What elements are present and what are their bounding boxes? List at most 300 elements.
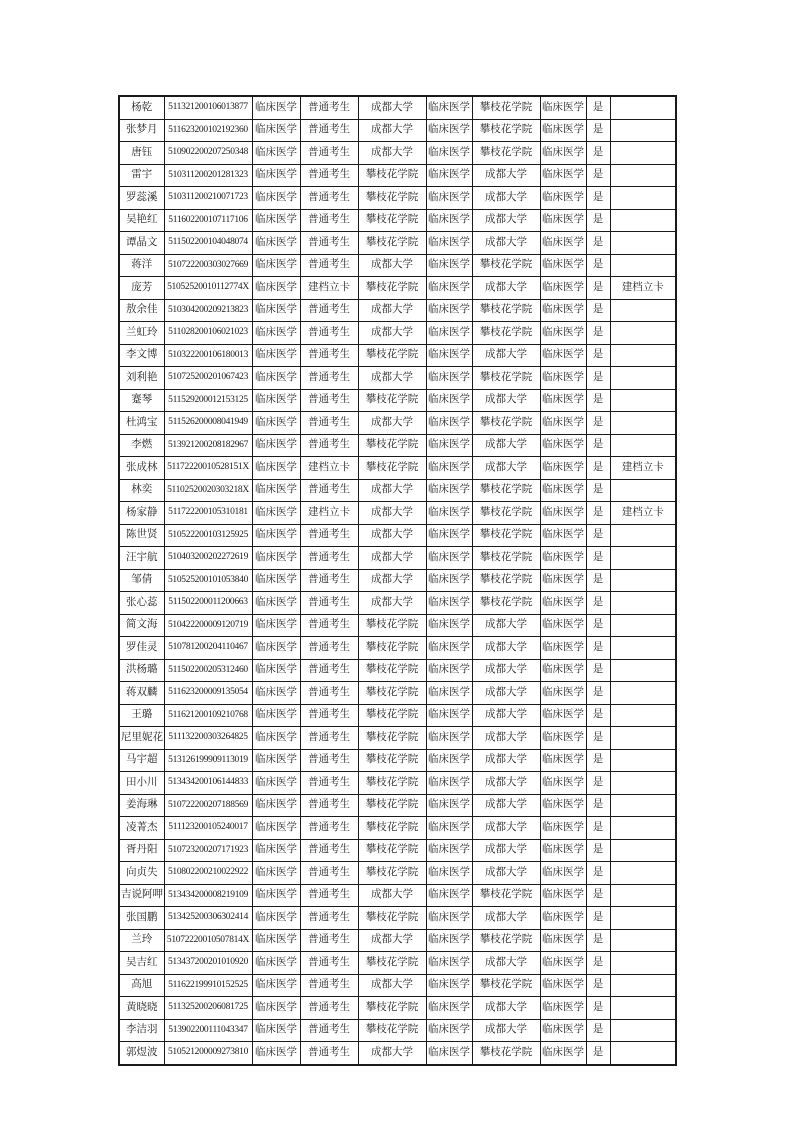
id-number-cell: 510403200202272619 (164, 547, 252, 570)
university-2-cell: 攀枝花学院 (472, 96, 540, 119)
note-cell (610, 997, 676, 1020)
name-cell: 汪宇航 (119, 547, 164, 570)
candidate-type-cell: 普通考生 (300, 434, 358, 457)
confirm-cell: 是 (586, 907, 610, 930)
university-2-cell: 攀枝花学院 (472, 142, 540, 165)
candidate-type-cell: 普通考生 (300, 704, 358, 727)
major-1-cell: 临床医学 (426, 997, 472, 1020)
note-cell (610, 637, 676, 660)
university-2-cell: 攀枝花学院 (472, 299, 540, 322)
note-cell (610, 682, 676, 705)
major-1-cell: 临床医学 (426, 389, 472, 412)
candidate-type-cell: 普通考生 (300, 367, 358, 390)
note-cell: 建档立卡 (610, 457, 676, 480)
name-cell: 王璐 (119, 704, 164, 727)
candidate-type-cell: 普通考生 (300, 817, 358, 840)
university-1-cell: 攀枝花学院 (358, 997, 426, 1020)
id-number-cell: 51072220010507814X (164, 929, 252, 952)
major-cell: 临床医学 (252, 524, 300, 547)
university-1-cell: 攀枝花学院 (358, 187, 426, 210)
id-number-cell: 513902200111043347 (164, 1019, 252, 1042)
confirm-cell: 是 (586, 524, 610, 547)
candidate-type-cell: 建档立卡 (300, 277, 358, 300)
confirm-cell: 是 (586, 209, 610, 232)
university-1-cell: 攀枝花学院 (358, 637, 426, 660)
major-cell: 临床医学 (252, 96, 300, 119)
university-1-cell: 攀枝花学院 (358, 839, 426, 862)
candidate-type-cell: 普通考生 (300, 524, 358, 547)
id-number-cell: 511622199910152525 (164, 974, 252, 997)
id-number-cell: 513434200106144833 (164, 772, 252, 795)
major-cell: 临床医学 (252, 884, 300, 907)
note-cell (610, 254, 676, 277)
major-2-cell: 临床医学 (540, 434, 586, 457)
table-row (119, 637, 676, 660)
name-cell: 李文博 (119, 344, 164, 367)
major-cell: 临床医学 (252, 659, 300, 682)
major-1-cell: 临床医学 (426, 1042, 472, 1065)
id-number-cell: 511722200105310181 (164, 502, 252, 525)
candidate-type-cell: 普通考生 (300, 344, 358, 367)
name-cell: 敖余佳 (119, 299, 164, 322)
name-cell: 简文海 (119, 614, 164, 637)
candidate-type-cell: 普通考生 (300, 884, 358, 907)
university-2-cell: 成都大学 (472, 839, 540, 862)
major-2-cell: 临床医学 (540, 412, 586, 435)
university-1-cell: 成都大学 (358, 884, 426, 907)
major-2-cell: 临床医学 (540, 547, 586, 570)
university-2-cell: 成都大学 (472, 907, 540, 930)
major-1-cell: 临床医学 (426, 839, 472, 862)
university-2-cell: 成都大学 (472, 952, 540, 975)
university-2-cell: 成都大学 (472, 1019, 540, 1042)
university-1-cell: 成都大学 (358, 412, 426, 435)
note-cell (610, 434, 676, 457)
table-row (119, 952, 676, 975)
major-2-cell: 临床医学 (540, 389, 586, 412)
university-1-cell: 成都大学 (358, 569, 426, 592)
university-2-cell: 攀枝花学院 (472, 547, 540, 570)
university-1-cell: 攀枝花学院 (358, 614, 426, 637)
university-2-cell: 成都大学 (472, 682, 540, 705)
table-row (119, 884, 676, 907)
name-cell: 陈世贤 (119, 524, 164, 547)
note-cell (610, 547, 676, 570)
major-1-cell: 临床医学 (426, 929, 472, 952)
major-cell: 临床医学 (252, 749, 300, 772)
major-cell: 临床医学 (252, 929, 300, 952)
university-1-cell: 成都大学 (358, 547, 426, 570)
name-cell: 高旭 (119, 974, 164, 997)
confirm-cell: 是 (586, 389, 610, 412)
table-row (119, 524, 676, 547)
major-2-cell: 临床医学 (540, 749, 586, 772)
confirm-cell: 是 (586, 749, 610, 772)
candidate-type-cell: 普通考生 (300, 187, 358, 210)
id-number-cell: 511028200106021023 (164, 322, 252, 345)
major-cell: 临床医学 (252, 569, 300, 592)
name-cell: 姜海琳 (119, 794, 164, 817)
candidate-type-cell: 普通考生 (300, 952, 358, 975)
id-number-cell: 513921200208182967 (164, 434, 252, 457)
university-2-cell: 成都大学 (472, 164, 540, 187)
confirm-cell: 是 (586, 817, 610, 840)
candidate-type-cell: 普通考生 (300, 907, 358, 930)
university-1-cell: 攀枝花学院 (358, 772, 426, 795)
candidate-type-cell: 普通考生 (300, 749, 358, 772)
major-2-cell: 临床医学 (540, 1042, 586, 1065)
name-cell: 吉说阿呷 (119, 884, 164, 907)
note-cell (610, 727, 676, 750)
major-1-cell: 临床医学 (426, 704, 472, 727)
candidate-type-cell: 普通考生 (300, 547, 358, 570)
confirm-cell: 是 (586, 974, 610, 997)
table-row (119, 569, 676, 592)
candidate-type-cell: 普通考生 (300, 1019, 358, 1042)
confirm-cell: 是 (586, 952, 610, 975)
major-2-cell: 临床医学 (540, 704, 586, 727)
candidate-type-cell: 建档立卡 (300, 502, 358, 525)
name-cell: 吴吉红 (119, 952, 164, 975)
major-2-cell: 临床医学 (540, 119, 586, 142)
university-2-cell: 成都大学 (472, 637, 540, 660)
name-cell: 邹倩 (119, 569, 164, 592)
id-number-cell: 510422200009120719 (164, 614, 252, 637)
major-1-cell: 临床医学 (426, 434, 472, 457)
confirm-cell: 是 (586, 614, 610, 637)
id-number-cell: 510722200303027669 (164, 254, 252, 277)
major-2-cell: 临床医学 (540, 614, 586, 637)
university-2-cell: 成都大学 (472, 704, 540, 727)
name-cell: 李洁羽 (119, 1019, 164, 1042)
university-1-cell: 攀枝花学院 (358, 209, 426, 232)
name-cell: 唐钰 (119, 142, 164, 165)
table-row (119, 547, 676, 570)
university-2-cell: 成都大学 (472, 997, 540, 1020)
confirm-cell: 是 (586, 1019, 610, 1042)
major-1-cell: 临床医学 (426, 142, 472, 165)
id-number-cell: 513437200201010920 (164, 952, 252, 975)
major-cell: 临床医学 (252, 637, 300, 660)
university-2-cell: 攀枝花学院 (472, 119, 540, 142)
university-1-cell: 攀枝花学院 (358, 817, 426, 840)
major-1-cell: 临床医学 (426, 209, 472, 232)
note-cell (610, 659, 676, 682)
major-cell: 临床医学 (252, 794, 300, 817)
university-2-cell: 攀枝花学院 (472, 479, 540, 502)
table-row (119, 997, 676, 1020)
major-2-cell: 临床医学 (540, 1019, 586, 1042)
major-2-cell: 临床医学 (540, 232, 586, 255)
name-cell: 兰虹玲 (119, 322, 164, 345)
table-row (119, 682, 676, 705)
major-2-cell: 临床医学 (540, 254, 586, 277)
university-2-cell: 攀枝花学院 (472, 367, 540, 390)
note-cell (610, 974, 676, 997)
major-cell: 临床医学 (252, 119, 300, 142)
major-1-cell: 临床医学 (426, 952, 472, 975)
candidate-type-cell: 普通考生 (300, 614, 358, 637)
name-cell: 向贞失 (119, 862, 164, 885)
university-2-cell: 成都大学 (472, 209, 540, 232)
confirm-cell: 是 (586, 367, 610, 390)
note-cell (610, 592, 676, 615)
major-cell: 临床医学 (252, 187, 300, 210)
major-cell: 临床医学 (252, 277, 300, 300)
university-1-cell: 成都大学 (358, 299, 426, 322)
name-cell: 张国鹏 (119, 907, 164, 930)
admission-table-body (119, 96, 676, 1065)
table-row (119, 1019, 676, 1042)
table-row (119, 457, 676, 480)
id-number-cell: 513126199909113019 (164, 749, 252, 772)
id-number-cell: 51102520020303218X (164, 479, 252, 502)
name-cell: 杨乾 (119, 96, 164, 119)
id-number-cell: 51052520010112774X (164, 277, 252, 300)
university-1-cell: 成都大学 (358, 974, 426, 997)
university-2-cell: 成都大学 (472, 434, 540, 457)
table-row (119, 907, 676, 930)
major-1-cell: 临床医学 (426, 862, 472, 885)
table-row (119, 367, 676, 390)
confirm-cell: 是 (586, 96, 610, 119)
major-1-cell: 临床医学 (426, 457, 472, 480)
note-cell (610, 907, 676, 930)
name-cell: 雷宇 (119, 164, 164, 187)
id-number-cell: 510322200106180013 (164, 344, 252, 367)
major-cell: 临床医学 (252, 1042, 300, 1065)
note-cell (610, 367, 676, 390)
table-row (119, 344, 676, 367)
name-cell: 刘利艳 (119, 367, 164, 390)
major-2-cell: 临床医学 (540, 659, 586, 682)
university-1-cell: 攀枝花学院 (358, 277, 426, 300)
id-number-cell: 510722200207188569 (164, 794, 252, 817)
major-cell: 临床医学 (252, 907, 300, 930)
name-cell: 张梦月 (119, 119, 164, 142)
major-cell: 临床医学 (252, 209, 300, 232)
major-2-cell: 临床医学 (540, 884, 586, 907)
major-2-cell: 临床医学 (540, 682, 586, 705)
major-2-cell: 临床医学 (540, 974, 586, 997)
major-cell: 临床医学 (252, 389, 300, 412)
major-2-cell: 临床医学 (540, 817, 586, 840)
major-1-cell: 临床医学 (426, 749, 472, 772)
confirm-cell: 是 (586, 164, 610, 187)
university-1-cell: 攀枝花学院 (358, 344, 426, 367)
table-row (119, 142, 676, 165)
major-2-cell: 临床医学 (540, 299, 586, 322)
candidate-type-cell: 建档立卡 (300, 457, 358, 480)
confirm-cell: 是 (586, 839, 610, 862)
confirm-cell: 是 (586, 299, 610, 322)
major-1-cell: 临床医学 (426, 502, 472, 525)
table-row (119, 232, 676, 255)
major-1-cell: 临床医学 (426, 974, 472, 997)
university-1-cell: 攀枝花学院 (358, 907, 426, 930)
name-cell: 田小川 (119, 772, 164, 795)
confirm-cell: 是 (586, 322, 610, 345)
name-cell: 张心蕊 (119, 592, 164, 615)
university-2-cell: 攀枝花学院 (472, 884, 540, 907)
university-2-cell: 成都大学 (472, 659, 540, 682)
table-row (119, 96, 676, 119)
major-2-cell: 临床医学 (540, 457, 586, 480)
id-number-cell: 513434200008219109 (164, 884, 252, 907)
university-2-cell: 成都大学 (472, 187, 540, 210)
university-1-cell: 攀枝花学院 (358, 659, 426, 682)
university-1-cell: 攀枝花学院 (358, 389, 426, 412)
table-row (119, 727, 676, 750)
major-2-cell: 临床医学 (540, 502, 586, 525)
major-cell: 临床医学 (252, 344, 300, 367)
note-cell (610, 209, 676, 232)
confirm-cell: 是 (586, 862, 610, 885)
major-cell: 临床医学 (252, 502, 300, 525)
id-number-cell: 511123200105240017 (164, 817, 252, 840)
id-number-cell: 510902200207250348 (164, 142, 252, 165)
confirm-cell: 是 (586, 659, 610, 682)
candidate-type-cell: 普通考生 (300, 164, 358, 187)
major-cell: 临床医学 (252, 164, 300, 187)
major-2-cell: 临床医学 (540, 907, 586, 930)
id-number-cell: 511602200107117106 (164, 209, 252, 232)
major-1-cell: 临床医学 (426, 659, 472, 682)
major-2-cell: 临床医学 (540, 344, 586, 367)
university-1-cell: 成都大学 (358, 367, 426, 390)
table-row (119, 862, 676, 885)
major-2-cell: 临床医学 (540, 794, 586, 817)
note-cell (610, 614, 676, 637)
name-cell: 兰玲 (119, 929, 164, 952)
major-cell: 临床医学 (252, 299, 300, 322)
table-row (119, 839, 676, 862)
major-1-cell: 临床医学 (426, 479, 472, 502)
table-row (119, 704, 676, 727)
major-cell: 临床医学 (252, 322, 300, 345)
major-cell: 临床医学 (252, 1019, 300, 1042)
confirm-cell: 是 (586, 704, 610, 727)
major-cell: 临床医学 (252, 547, 300, 570)
university-2-cell: 成都大学 (472, 817, 540, 840)
candidate-type-cell: 普通考生 (300, 637, 358, 660)
table-row (119, 164, 676, 187)
candidate-type-cell: 普通考生 (300, 96, 358, 119)
id-number-cell: 511502200104048074 (164, 232, 252, 255)
candidate-type-cell: 普通考生 (300, 772, 358, 795)
university-1-cell: 攀枝花学院 (358, 164, 426, 187)
candidate-type-cell: 普通考生 (300, 592, 358, 615)
name-cell: 林奕 (119, 479, 164, 502)
candidate-type-cell: 普通考生 (300, 389, 358, 412)
major-1-cell: 临床医学 (426, 907, 472, 930)
university-1-cell: 成都大学 (358, 929, 426, 952)
major-1-cell: 临床医学 (426, 727, 472, 750)
major-cell: 临床医学 (252, 817, 300, 840)
major-cell: 临床医学 (252, 457, 300, 480)
major-1-cell: 临床医学 (426, 817, 472, 840)
confirm-cell: 是 (586, 884, 610, 907)
note-cell (610, 412, 676, 435)
note-cell (610, 704, 676, 727)
candidate-type-cell: 普通考生 (300, 119, 358, 142)
university-2-cell: 攀枝花学院 (472, 569, 540, 592)
table-row (119, 209, 676, 232)
university-1-cell: 成都大学 (358, 479, 426, 502)
note-cell (610, 299, 676, 322)
candidate-type-cell: 普通考生 (300, 569, 358, 592)
note-cell (610, 322, 676, 345)
confirm-cell: 是 (586, 592, 610, 615)
university-2-cell: 成都大学 (472, 344, 540, 367)
major-cell: 临床医学 (252, 952, 300, 975)
major-cell: 临床医学 (252, 839, 300, 862)
major-1-cell: 临床医学 (426, 547, 472, 570)
table-row (119, 299, 676, 322)
major-1-cell: 临床医学 (426, 367, 472, 390)
university-1-cell: 成都大学 (358, 592, 426, 615)
id-number-cell: 510304200209213823 (164, 299, 252, 322)
university-2-cell: 攀枝花学院 (472, 412, 540, 435)
table-row (119, 119, 676, 142)
major-2-cell: 临床医学 (540, 367, 586, 390)
university-1-cell: 成都大学 (358, 119, 426, 142)
confirm-cell: 是 (586, 479, 610, 502)
name-cell: 蹇琴 (119, 389, 164, 412)
major-cell: 临床医学 (252, 727, 300, 750)
name-cell: 洪杨璐 (119, 659, 164, 682)
id-number-cell: 51172220010528151X (164, 457, 252, 480)
candidate-type-cell: 普通考生 (300, 209, 358, 232)
confirm-cell: 是 (586, 434, 610, 457)
confirm-cell: 是 (586, 682, 610, 705)
id-number-cell: 510521200009273810 (164, 1042, 252, 1065)
id-number-cell: 513425200306302414 (164, 907, 252, 930)
name-cell: 黄晓晓 (119, 997, 164, 1020)
id-number-cell: 511502200011200663 (164, 592, 252, 615)
note-cell (610, 389, 676, 412)
confirm-cell: 是 (586, 794, 610, 817)
name-cell: 蒋双麟 (119, 682, 164, 705)
major-1-cell: 临床医学 (426, 322, 472, 345)
confirm-cell: 是 (586, 637, 610, 660)
university-1-cell: 攀枝花学院 (358, 862, 426, 885)
note-cell (610, 952, 676, 975)
major-cell: 临床医学 (252, 142, 300, 165)
university-2-cell: 成都大学 (472, 772, 540, 795)
note-cell (610, 794, 676, 817)
id-number-cell: 511621200109210768 (164, 704, 252, 727)
major-cell: 临床医学 (252, 367, 300, 390)
table-row (119, 502, 676, 525)
candidate-type-cell: 普通考生 (300, 997, 358, 1020)
candidate-type-cell: 普通考生 (300, 929, 358, 952)
university-2-cell: 攀枝花学院 (472, 929, 540, 952)
confirm-cell: 是 (586, 232, 610, 255)
major-cell: 临床医学 (252, 682, 300, 705)
university-2-cell: 成都大学 (472, 614, 540, 637)
major-1-cell: 临床医学 (426, 187, 472, 210)
name-cell: 李燃 (119, 434, 164, 457)
university-2-cell: 攀枝花学院 (472, 502, 540, 525)
major-1-cell: 临床医学 (426, 277, 472, 300)
university-1-cell: 成都大学 (358, 254, 426, 277)
candidate-type-cell: 普通考生 (300, 254, 358, 277)
name-cell: 马宇超 (119, 749, 164, 772)
major-1-cell: 临床医学 (426, 614, 472, 637)
table-row (119, 659, 676, 682)
university-2-cell: 攀枝花学院 (472, 592, 540, 615)
